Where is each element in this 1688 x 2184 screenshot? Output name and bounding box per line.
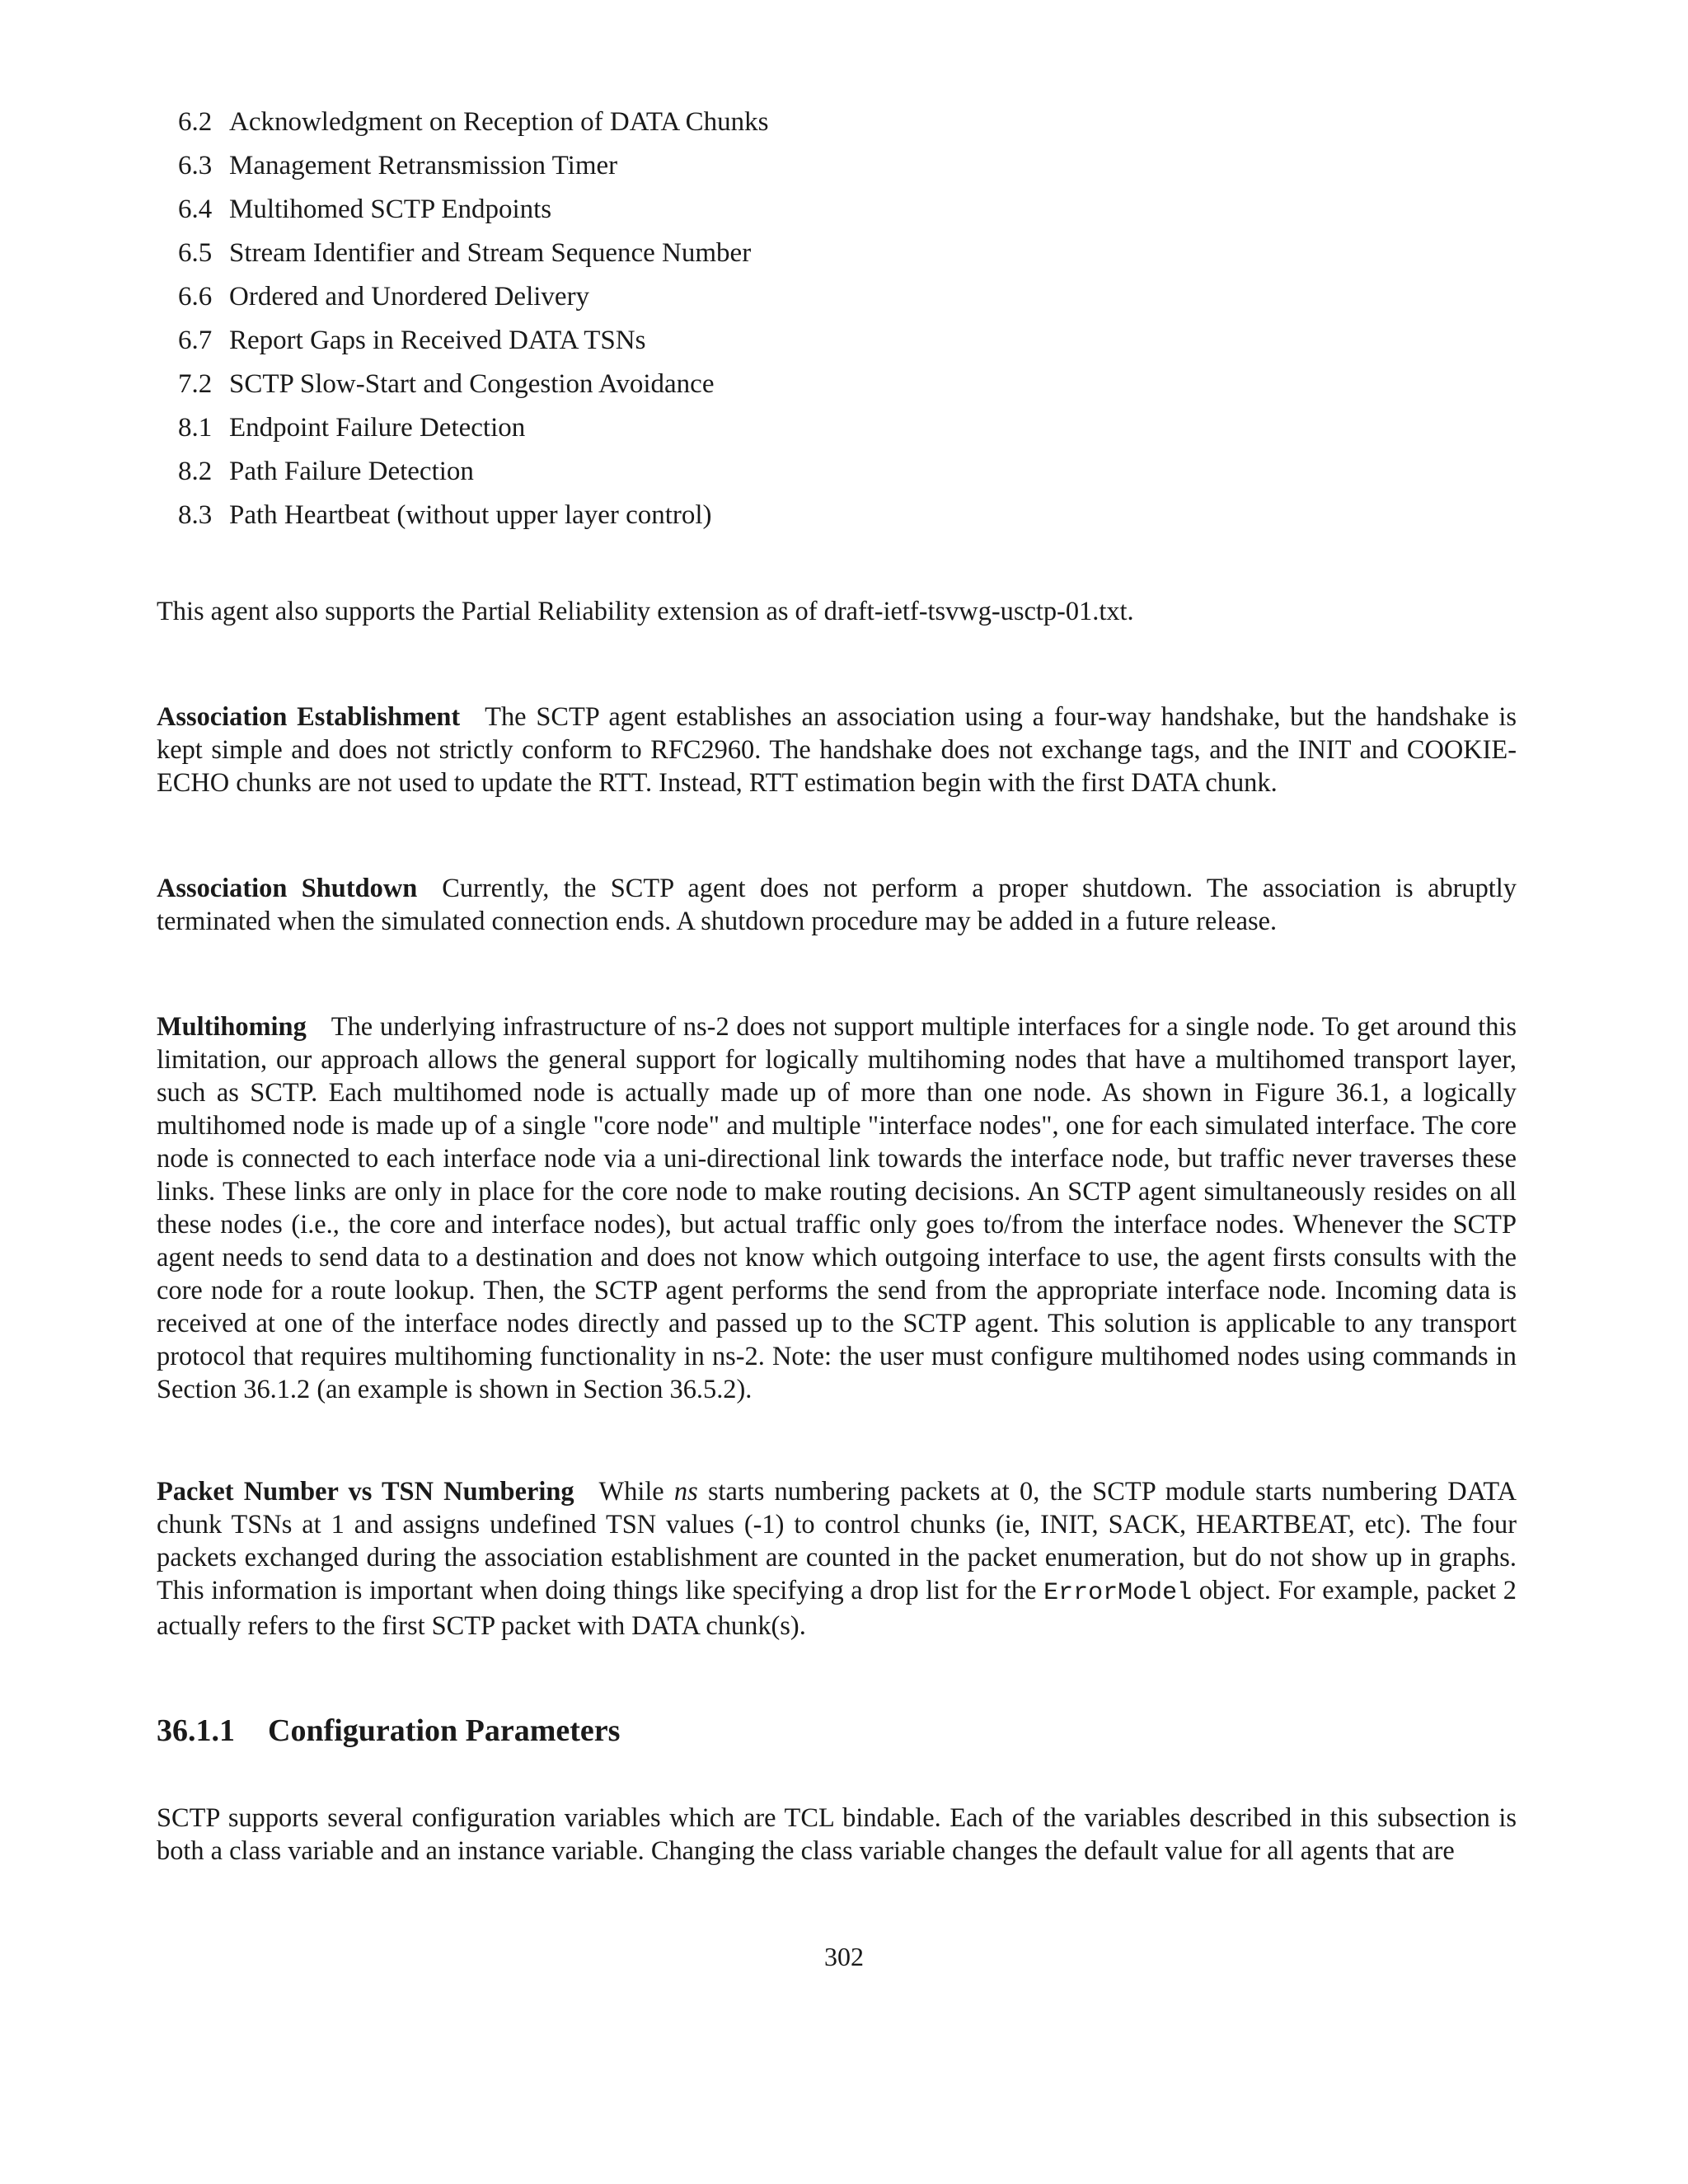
page-number: 302	[824, 1942, 864, 1971]
packet-number-paragraph: Packet Number vs TSN Numbering While ns starts numbering packets at 0, the SCTP module starts numbering DATA chunk TSNs at 1 and assigns undefined TSN values (-1) to control chunks (ie, INIT, SACK, HEARTBEAT, etc). The four packets exchanged during the association establishment are counted in the packet enumeration, but do not show up in graphs. This information is important when doing things like specifying a drop list for the ErrorModel object. For example, packet 2 actually refers to the first SCTP packet with DATA chunk(s).	[157, 1477, 1517, 1641]
list-item: 6.4 Multihomed SCTP Endpoints	[178, 194, 552, 224]
paragraph-heading: Multihoming	[157, 1012, 307, 1042]
ns-term: ns	[673, 1477, 698, 1507]
list-item: 6.7 Report Gaps in Received DATA TSNs	[178, 326, 646, 355]
list-item: 8.2 Path Failure Detection	[178, 457, 474, 486]
section-title: Configuration Parameters	[268, 1713, 621, 1748]
list-item: 8.1 Endpoint Failure Detection	[178, 413, 526, 443]
config-intro-paragraph: SCTP supports several configuration variables which are TCL bindable. Each of the variables described in this subsection is both a class variable and an instance variable. Changing the class variable changes the default value for all agents that are	[157, 1803, 1517, 1866]
list-item: 6.5 Stream Identifier and Stream Sequence Number	[178, 238, 752, 268]
list-item: 8.3 Path Heartbeat (without upper layer control)	[178, 500, 712, 530]
paragraph-heading: Packet Number vs TSN Numbering	[157, 1477, 574, 1507]
rfc-feature-list	[178, 105, 769, 542]
paragraph-heading: Association Shutdown	[157, 874, 418, 903]
list-item: 6.3 Management Retransmission Timer	[178, 151, 618, 180]
association-shutdown-paragraph: Association Shutdown Currently, the SCTP agent does not perform a proper shutdown. The association is abruptly terminated when the simulated connection ends. A shutdown procedure may be added in a future release.	[157, 874, 1517, 936]
section-number: 36.1.1	[157, 1713, 235, 1748]
association-establishment-paragraph: Association Establishment The SCTP agent establishes an association using a four-way handshake, but the handshake is kept simple and does not strictly conform to RFC2960. The handshake does not exchange tags, and the INIT and COOKIE-ECHO chunks are not used to update the RTT. Instead, RTT estimation begin with the first DATA chunk.	[157, 702, 1517, 798]
partial-reliability-paragraph: This agent also supports the Partial Reliability extension as of draft-ietf-tsvwg-usctp-01.txt.	[157, 597, 1134, 626]
code-errormodel: ErrorModel	[1043, 1579, 1193, 1607]
multihoming-paragraph: Multihoming The underlying infrastructure of ns-2 does not support multiple interfaces for a single node. To get around this limitation, our approach allows the general support for logically multihoming nodes that have a multihomed transport layer, such as SCTP. Each multihomed node is actually made up of more than one node. As shown in Figure 36.1, a logically multihomed node is made up of a single "core node" and multiple "interface nodes", one for each simulated interface. The core node is connected to each interface node via a uni-directional link towards the interface node, but traffic never traverses these links. These links are only in place for the core node to make routing decisions. An SCTP agent simultaneously resides on all these nodes (i.e., the core and interface nodes), but actual traffic only goes to/from the interface nodes. Whenever the SCTP agent needs to send data to a destination and does not know which outgoing interface to use, the agent firsts consults with the core node for a route lookup. Then, the SCTP agent performs the send from the appropriate interface node. Incoming data is received at one of the interface nodes directly and passed up to the SCTP agent. This solution is applicable to any transport protocol that requires multihoming functionality in ns-2. Note: the user must configure multihomed nodes using commands in Section 36.1.2 (an example is shown in Section 36.5.2).	[157, 1012, 1517, 1404]
list-item: 6.2 Acknowledgment on Reception of DATA Chunks	[178, 107, 769, 137]
list-item: 7.2 SCTP Slow-Start and Congestion Avoidance	[178, 369, 715, 399]
list-item: 6.6 Ordered and Unordered Delivery	[178, 282, 590, 312]
paragraph-heading: Association Establishment	[157, 702, 461, 732]
section-heading	[157, 1713, 620, 1749]
